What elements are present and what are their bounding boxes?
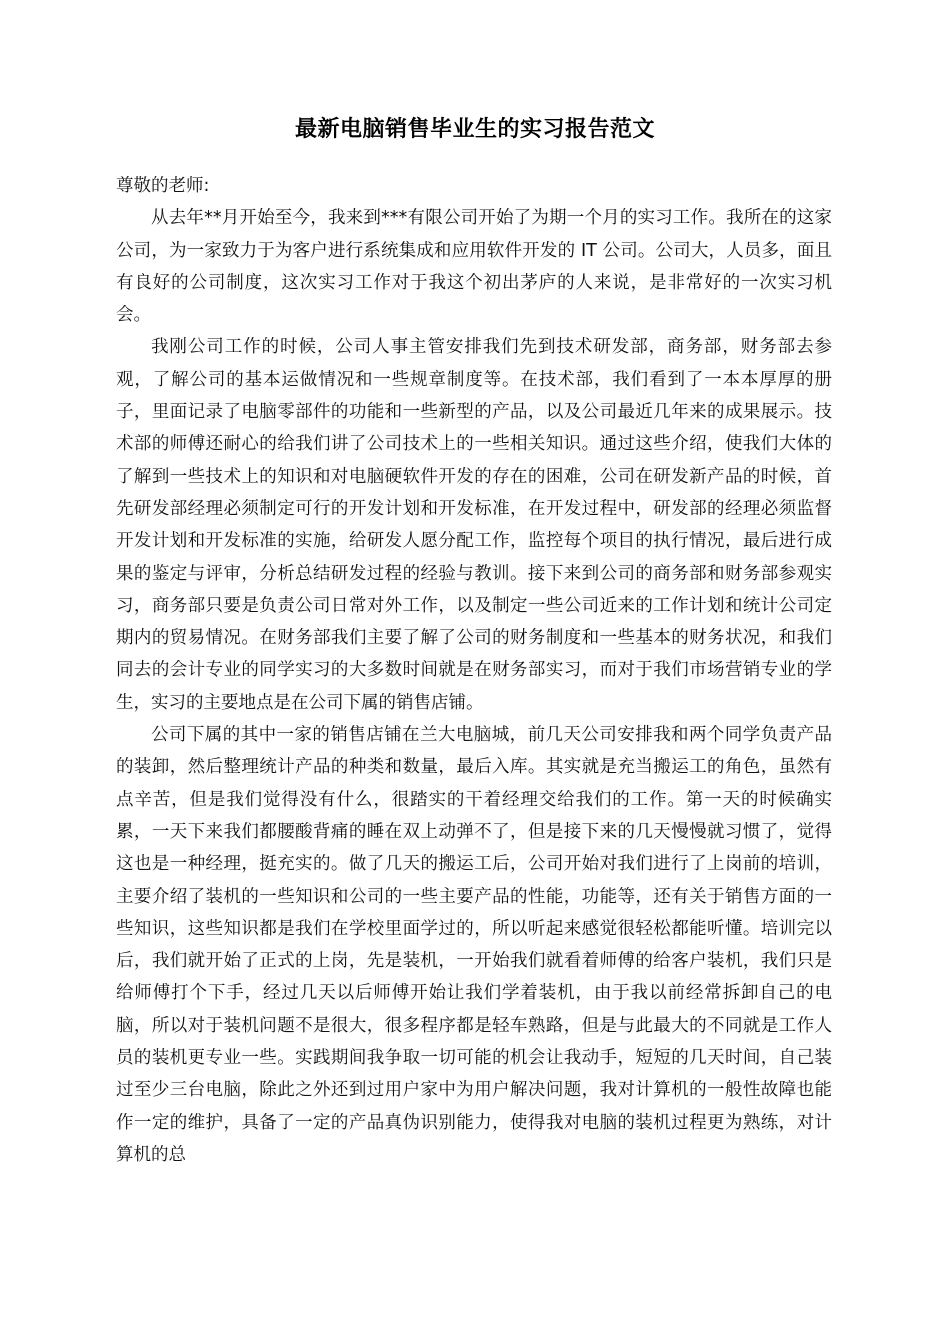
paragraph-3: 公司下属的其中一家的销售店铺在兰大电脑城，前几天公司安排我和两个同学负责产品的装卸，然后整理统计产品的种类和数量，最后入库。其实就是充当搬运工的角色，虽然有点辛苦，但是我们觉得没有什么，很踏实的干着经理交给我们的工作。第一天的时候确实累，一天下来我们都腰酸背痛的睡在双上动弹不了，但是接下来的几天慢慢就习惯了，觉得这也是一种经理，挺充实的。做了几天的搬运工后，公司开始对我们进行了上岗前的培训，主要介绍了装机的一些知识和公司的一些主要产品的性能，功能等，还有关于销售方面的一些知识，这些知识都是我们在学校里面学过的，所以听起来感觉很轻松都能听懂。培训完以后，我们就开始了正式的上岗，先是装机，一开始我们就看着师傅的给客户装机，我们只是给师傅打个下手，经过几天以后师傅开始让我们学着装机，由于我以前经常拆卸自己的电脑，所以对于装机问题不是很大，很多程序都是轻车熟路，但是与此最大的不同就是工作人员的装机更专业一些。实践期间我争取一切可能的机会让我动手，短短的几天时间，自己装过至少三台电脑，除此之外还到过用户家中为用户解决问题，我对计算机的一般性故障也能作一定的维护，具备了一定的产品真伪识别能力，使得我对电脑的装机过程更为熟练，对计算机的总: [116, 725, 832, 1165]
document-title: 最新电脑销售毕业生的实习报告范文: [294, 117, 655, 142]
document-body: [116, 170, 832, 1171]
paragraph-1: 从去年**月开始至今，我来到***有限公司开始了为期一个月的实习工作。我所在的这家公司，为一家致力于为客户进行系统集成和应用软件开发的 IT 公司。公司大，人员多，面且有良好的公司制度，这次实习工作对于我这个初出茅庐的人来说，是非常好的一次实习机会。: [116, 208, 832, 326]
salutation: 尊敬的老师:: [116, 176, 210, 196]
paragraph-2: 我刚公司工作的时候，公司人事主管安排我们先到技术研发部，商务部，财务部去参观，了解公司的基本运做情况和一些规章制度等。在技术部，我们看到了一本本厚厚的册子，里面记录了电脑零部件的功能和一些新型的产品，以及公司最近几年来的成果展示。技术部的师傅还耐心的给我们讲了公司技术上的一些相关知识。通过这些介绍，使我们大体的了解到一些技术上的知识和对电脑硬软件开发的存在的困难，公司在研发新产品的时候，首先研发部经理必须制定可行的开发计划和开发标准，在开发过程中，研发部的经理必须监督开发计划和开发标准的实施，给研发人愿分配工作，监控每个项目的执行情况，最后进行成果的鉴定与评审，分析总结研发过程的经验与教训。接下来到公司的商务部和财务部参观实习，商务部只要是负责公司日常对外工作，以及制定一些公司近来的工作计划和统计公司定期内的贸易情况。在财务部我们主要了解了公司的财务制度和一些基本的财务状况，和我们同去的会计专业的同学实习的大多数时间就是在财务部实习，而对于我们市场营销专业的学生，实习的主要地点是在公司下属的销售店铺。: [116, 337, 832, 713]
